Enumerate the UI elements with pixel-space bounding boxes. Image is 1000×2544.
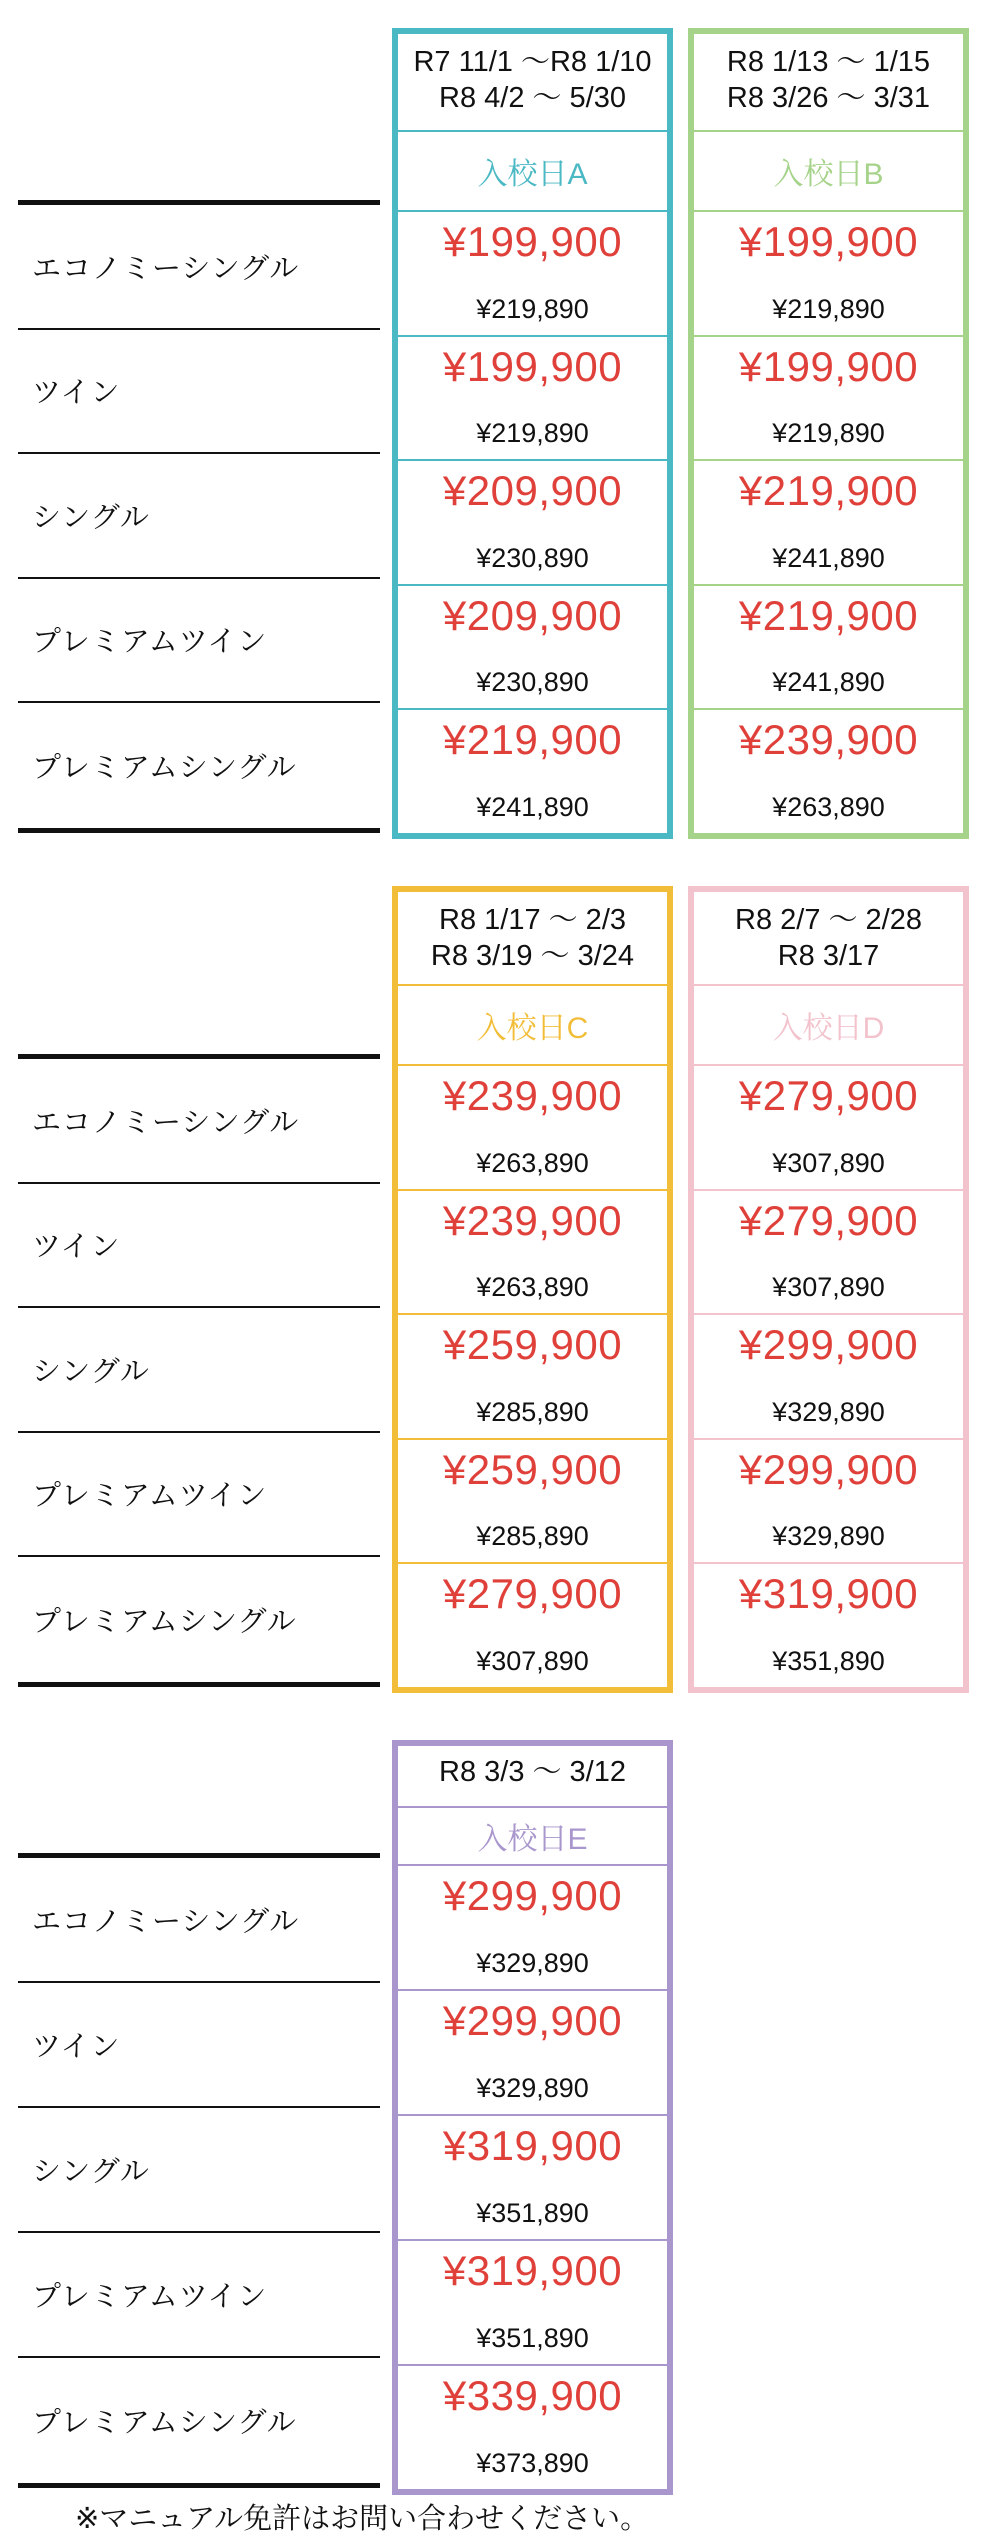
- date-line: R8 2/7 〜 2/28: [735, 904, 922, 936]
- price-sub: ¥241,890: [772, 542, 885, 573]
- price-cell: [398, 1189, 667, 1314]
- price-cell: [398, 459, 667, 584]
- price-sub: ¥230,890: [476, 667, 589, 697]
- room-type-label: シングル: [32, 501, 150, 534]
- price-sub: ¥263,890: [476, 1147, 589, 1178]
- date-range: [398, 1746, 667, 1806]
- price-cell: [398, 584, 667, 709]
- price-sub: ¥219,890: [476, 418, 589, 448]
- entrance-label: 入校日C: [398, 984, 667, 1064]
- room-type-label: シングル: [32, 2156, 150, 2188]
- price-sub: ¥351,890: [772, 1645, 885, 1676]
- price-main: ¥319,900: [738, 1570, 919, 1617]
- divider: [18, 2483, 380, 2488]
- price-sub: ¥285,890: [476, 1396, 589, 1427]
- price-main: ¥339,900: [442, 2372, 623, 2419]
- price-main: ¥279,900: [442, 1570, 623, 1617]
- price-sub: ¥307,890: [476, 1645, 589, 1676]
- room-type-label: シングル: [32, 1355, 150, 1388]
- price-cell: [398, 335, 667, 460]
- price-main: ¥199,900: [738, 218, 919, 265]
- price-sub: ¥219,890: [772, 418, 885, 448]
- room-type-label: ツイン: [32, 377, 121, 410]
- date-line: R8 3/26 〜 3/31: [726, 82, 931, 114]
- room-type-label: プレミアムツイン: [32, 2281, 268, 2313]
- price-cell: [694, 1438, 963, 1563]
- price-main: ¥219,900: [738, 591, 919, 639]
- date-line: R7 11/1 〜R8 1/10: [413, 46, 652, 78]
- price-cell: [694, 584, 963, 709]
- divider: [18, 1682, 380, 1687]
- price-main: ¥219,900: [738, 467, 919, 514]
- price-main: ¥209,900: [442, 467, 623, 514]
- price-sub: ¥351,890: [476, 2323, 589, 2353]
- date-line: R8 1/13 〜 1/15: [726, 46, 931, 78]
- price-cell: [694, 335, 963, 460]
- date-range: [398, 34, 667, 130]
- price-main: ¥199,900: [442, 218, 623, 265]
- price-sub: ¥219,890: [476, 293, 589, 324]
- price-main: ¥209,900: [442, 591, 623, 639]
- price-sub: ¥230,890: [476, 542, 589, 573]
- entrance-label: 入校日B: [694, 130, 963, 210]
- price-main: ¥279,900: [738, 1072, 919, 1119]
- price-cell: [398, 2114, 667, 2239]
- footnote: ※マニュアル免許はお問い合わせください。: [75, 2503, 650, 2535]
- price-main: ¥319,900: [442, 2247, 623, 2294]
- room-type-labels: [18, 1054, 380, 1687]
- price-cell: [398, 1989, 667, 2114]
- price-main: ¥219,900: [442, 716, 623, 763]
- entrance-label: 入校日D: [694, 984, 963, 1064]
- price-cell: [398, 1438, 667, 1563]
- price-main: ¥259,900: [442, 1321, 623, 1368]
- price-main: ¥199,900: [738, 342, 919, 390]
- entrance-column: [688, 28, 969, 839]
- price-main: ¥259,900: [442, 1445, 623, 1493]
- room-type-label: プレミアムツイン: [32, 626, 268, 659]
- price-sub: ¥329,890: [772, 1521, 885, 1551]
- room-type-label: ツイン: [32, 2031, 121, 2063]
- price-sub: ¥263,890: [772, 791, 885, 822]
- price-cell: [398, 2239, 667, 2364]
- room-type-label: プレミアムシングル: [32, 2407, 297, 2439]
- price-main: ¥239,900: [442, 1072, 623, 1119]
- price-cell: [694, 708, 963, 833]
- price-cell: [398, 708, 667, 833]
- price-main: ¥299,900: [738, 1445, 919, 1493]
- entrance-column: [688, 886, 969, 1693]
- price-cell: [694, 459, 963, 584]
- price-main: ¥199,900: [442, 342, 623, 390]
- price-cell: [694, 210, 963, 335]
- price-cell: [398, 1562, 667, 1687]
- room-type-label: プレミアムツイン: [32, 1480, 268, 1513]
- entrance-label: 入校日E: [398, 1806, 667, 1864]
- date-line: R8 4/2 〜 5/30: [439, 82, 626, 114]
- entrance-column: [392, 1740, 673, 2495]
- room-type-label: エコノミーシングル: [32, 1106, 300, 1139]
- price-sub: ¥263,890: [476, 1272, 589, 1302]
- price-sub: ¥307,890: [772, 1147, 885, 1178]
- price-sub: ¥285,890: [476, 1521, 589, 1551]
- entrance-column: [392, 886, 673, 1693]
- room-type-label: プレミアムシングル: [32, 751, 297, 784]
- price-cell: [398, 1064, 667, 1189]
- entrance-column: [392, 28, 673, 839]
- price-cell: [398, 210, 667, 335]
- price-sub: ¥307,890: [772, 1272, 885, 1302]
- price-sub: ¥219,890: [772, 293, 885, 324]
- room-type-label: エコノミーシングル: [32, 1906, 300, 1938]
- price-sub: ¥373,890: [476, 2448, 589, 2478]
- room-type-label: エコノミーシングル: [32, 252, 300, 285]
- price-sub: ¥329,890: [476, 2073, 589, 2103]
- price-main: ¥299,900: [442, 1872, 623, 1919]
- date-range: [398, 892, 667, 984]
- price-main: ¥239,900: [738, 716, 919, 763]
- entrance-label: 入校日A: [398, 130, 667, 210]
- date-line: R8 3/17: [777, 940, 880, 972]
- price-main: ¥299,900: [738, 1321, 919, 1368]
- price-cell: [694, 1189, 963, 1314]
- price-cell: [398, 1864, 667, 1989]
- price-sub: ¥351,890: [476, 2198, 589, 2228]
- price-main: ¥239,900: [442, 1196, 623, 1244]
- room-type-label: ツイン: [32, 1231, 121, 1264]
- price-cell: [694, 1562, 963, 1687]
- date-range: [694, 34, 963, 130]
- price-sub: ¥241,890: [476, 791, 589, 822]
- price-sub: ¥329,890: [476, 1948, 589, 1978]
- room-type-labels: [18, 1853, 380, 2488]
- price-cell: [398, 1313, 667, 1438]
- date-line: R8 3/3 〜 3/12: [439, 1756, 626, 1788]
- room-type-labels: [18, 200, 380, 833]
- price-cell: [398, 2364, 667, 2489]
- price-main: ¥319,900: [442, 2122, 623, 2169]
- date-line: R8 1/17 〜 2/3: [439, 904, 626, 936]
- price-sub: ¥329,890: [772, 1396, 885, 1427]
- date-line: R8 3/19 〜 3/24: [430, 940, 635, 972]
- price-cell: [694, 1064, 963, 1189]
- price-cell: [694, 1313, 963, 1438]
- price-sub: ¥241,890: [772, 667, 885, 697]
- date-range: [694, 892, 963, 984]
- room-type-label: プレミアムシングル: [32, 1605, 297, 1638]
- price-main: ¥299,900: [442, 1997, 623, 2044]
- price-main: ¥279,900: [738, 1196, 919, 1244]
- divider: [18, 828, 380, 833]
